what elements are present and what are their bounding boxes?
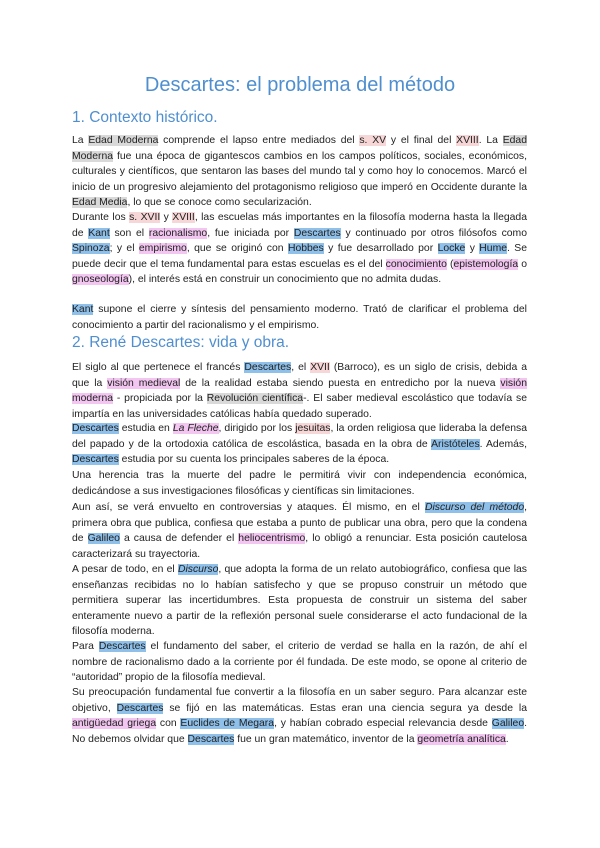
paragraph-modern-age: La Edad Moderna comprende el lapso entre mediados del s. XV y el final del XVIII. La Edad Moderna fue una época de gigantescos cambios en los campos políticos, sociales, económicos, culturales y científicos, que sentaron las bases del mundo tal y como hoy lo conocemos. Marcó el inicio de un progresivo alejamiento del protagonismo religioso que imperó en Occidente durante la Edad Media, lo que se conoce como secularización. xyxy=(72,135,527,209)
section-heading-life-work: 2. René Descartes: vida y obra. xyxy=(72,334,290,351)
section-heading-context: 1. Contexto histórico. xyxy=(72,109,218,126)
paragraph-inheritance: Una herencia tras la muerte del padre le permitirá vivir con independencia económica, dedicándose a sus investigaciones filosóficas y científicas sin limitaciones. xyxy=(72,470,527,497)
paragraph-reason: Para Descartes el fundamento del saber, el criterio de verdad se halla en la razón, de ahí el nombre de racionalismo dado a la corriente por él fundada. De este modo, se opone al criterio de “autoridad” propio de la filosofía medieval. xyxy=(72,641,527,684)
paragraph-education: Descartes estudia en La Fleche, dirigido por los jesuitas, la orden religiosa que lideraba la defensa del papado y de la ortodoxia católica de escolástica, basada en la obra de Aristóteles. Además, Descartes estudia por su cuenta los principales saberes de la época. xyxy=(72,423,527,466)
paragraph-philosophical-schools: Durante los s. XVII y XVIII, las escuelas más importantes en la filosofía moderna hasta la llegada de Kant son el racionalismo, fue iniciada por Descartes y continuado por otros filósofos como Spinoza; y el empirismo, que se originó con Hobbes y fue desarrollado por Locke y Hume. Se puede decir que el tema fundamental para estas escuelas es el del conocimiento (epistemología o gnoseología), el interés está en construir un conocimiento que no admita dudas. xyxy=(72,212,527,286)
paragraph-century-crisis: El siglo al que pertenece el francés Descartes, el XVII (Barroco), es un siglo de crisis, debida a que la visión medieval de la realidad estaba siendo puesta en entredicho por la nueva visión moderna - propiciada por la Revolución científica-. El saber medieval escolástico que todavía se impartía en las universidades católicas había quedado superado. xyxy=(72,362,528,420)
paragraph-mathematics: Su preocupación fundamental fue convertir a la filosofía en un saber seguro. Para alcanzar este objetivo, Descartes se fijó en las matemáticas. Estas eran una ciencia segura ya desde la antigüedad griega con Euclides de Megara, y habían cobrado especial relevancia desde Galileo. No debemos olvidar que Descartes fue un gran matemático, inventor de la geometría analítica. xyxy=(72,687,527,745)
page-title: Descartes: el problema del método xyxy=(144,74,456,96)
paragraph-kant: Kant supone el cierre y síntesis del pensamiento moderno. Trató de clarificar el problema del conocimiento a partir del racionalismo y el empirismo. xyxy=(72,304,527,331)
paragraph-discourse: A pesar de todo, en el Discurso, que adopta la forma de un relato autobiográfico, confiesa que las enseñanzas recibidas no lo habían satisfecho y que se propuso construir un método que permitiera superar las incertidumbres. Esta propuesta de construir un sistema del saber enteramente nuevo a partir de la reflexión personal suele considerarse el acto fundacional de la filosofía moderna. xyxy=(72,564,528,638)
paragraph-controversies: Aun así, se verá envuelto en controversias y ataques. Él mismo, en el Discurso del método, primera obra que publica, confiesa que estaba a punto de publicar una obra, pero que la condena de Galileo a causa de defender el heliocentrismo, lo obligó a renunciar. Esta posición cautelosa caracterizará su trayectoria. xyxy=(72,502,527,560)
